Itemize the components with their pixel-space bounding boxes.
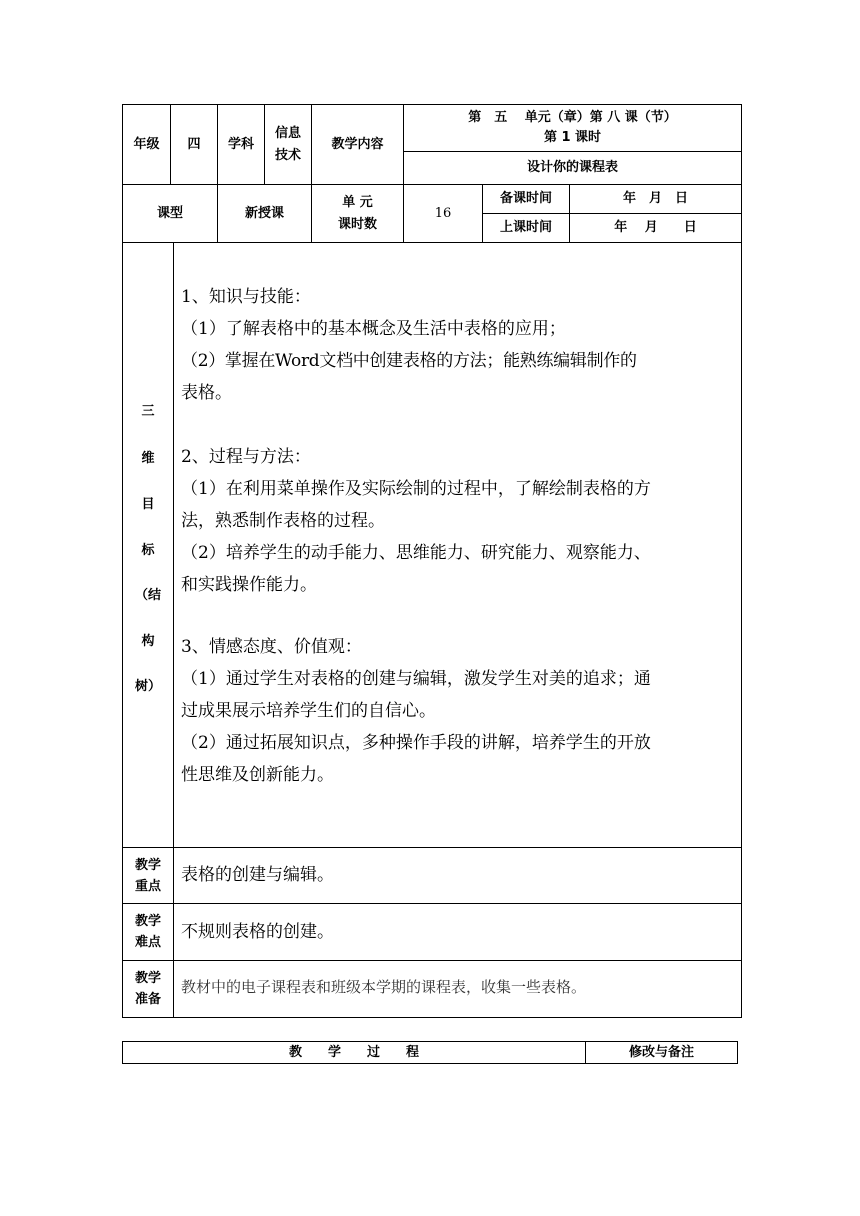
objectives-side-label-7: 树）: [134, 679, 161, 694]
lesson-type-value: 新授课: [244, 205, 284, 221]
objectives-line: （1）在利用菜单操作及实际绘制的过程中，了解绘制表格的方: [181, 479, 651, 499]
unit-hours-value: 16: [434, 205, 452, 221]
objectives-line: （2）通过拓展知识点，多种操作手段的讲解，培养学生的开放: [181, 733, 651, 753]
objectives-line: （1）通过学生对表格的创建与编辑，激发学生对美的追求；通: [181, 669, 651, 689]
notes-label: 修改与备注: [628, 1044, 694, 1060]
preparation-text: 教材中的电子课程表和班级本学期的课程表，收集一些表格。: [181, 978, 587, 996]
difficulty-label-line1: 教学: [134, 914, 161, 929]
objectives-line: 2、过程与方法：: [181, 447, 311, 467]
objectives-side-label-6: 构: [141, 634, 155, 649]
objectives-side-label-4: 标: [141, 543, 155, 558]
objectives-line: 和实践操作能力。: [181, 575, 317, 595]
key-point-label-line1: 教学: [134, 857, 161, 873]
prep-time-value: 年 月 日: [622, 191, 688, 206]
class-time-value: 年 月 日: [614, 220, 697, 235]
difficulty-label-line2: 难点: [134, 935, 161, 950]
objectives-line: 表格。: [181, 383, 232, 403]
objectives-line: （2）掌握在Word文档中创建表格的方法；能熟练编辑制作的: [181, 351, 637, 371]
objectives-line: 性思维及创新能力。: [181, 765, 334, 785]
preparation-label: [123, 961, 173, 1017]
unit-hours-label-line2: 课时数: [337, 216, 377, 232]
objectives-side-label-2: 维: [141, 451, 155, 466]
grade-value: 四: [187, 136, 201, 152]
objectives-line: 3、情感态度、价值观：: [181, 637, 362, 657]
objectives-line: （1）了解表格中的基本概念及生活中表格的应用；: [181, 319, 566, 339]
prep-time-label: 备课时间: [499, 191, 552, 206]
subject-label: 学科: [227, 136, 254, 152]
key-point-label: [123, 848, 173, 903]
unit-info: [404, 105, 741, 151]
difficulty-label: [123, 904, 173, 960]
lesson-title: 设计你的课程表: [526, 160, 618, 175]
objectives-line: 1、知识与技能：: [181, 287, 311, 307]
preparation-label-line1: 教学: [134, 971, 161, 986]
unit-hours-label-line1: 单 元: [342, 194, 373, 210]
subject-value-line2: 技术: [274, 147, 301, 163]
difficulty-text: 不规则表格的创建。: [181, 922, 334, 942]
class-time-label: 上课时间: [499, 220, 552, 235]
objectives-line: （2）培养学生的动手能力、思维能力、研究能力、观察能力、: [181, 543, 651, 563]
unit-line1: 第 五 单元（章）第 八 课（节）: [468, 110, 677, 125]
subject-value-line1: 信息: [274, 125, 301, 141]
subject-value: [265, 105, 311, 184]
objectives-side-label-1: 三: [141, 404, 155, 419]
content-label: 教学内容: [331, 136, 384, 152]
process-label: 教 学 过 程: [288, 1044, 419, 1060]
objectives-side-label-3: 目: [141, 497, 155, 512]
objectives-line: 过成果展示培养学生们的自信心。: [181, 701, 436, 721]
objectives-side-label-5: （结: [134, 588, 161, 603]
key-point-text: 表格的创建与编辑。: [181, 865, 334, 885]
preparation-label-line2: 准备: [134, 992, 161, 1007]
unit-hours-label: [312, 185, 403, 242]
lesson-type-label: 课型: [156, 205, 183, 221]
grade-label: 年级: [133, 136, 160, 152]
objectives-line: 法，熟悉制作表格的过程。: [181, 511, 385, 531]
unit-line2: 第 1 课时: [543, 130, 602, 145]
key-point-label-line2: 重点: [134, 878, 161, 894]
